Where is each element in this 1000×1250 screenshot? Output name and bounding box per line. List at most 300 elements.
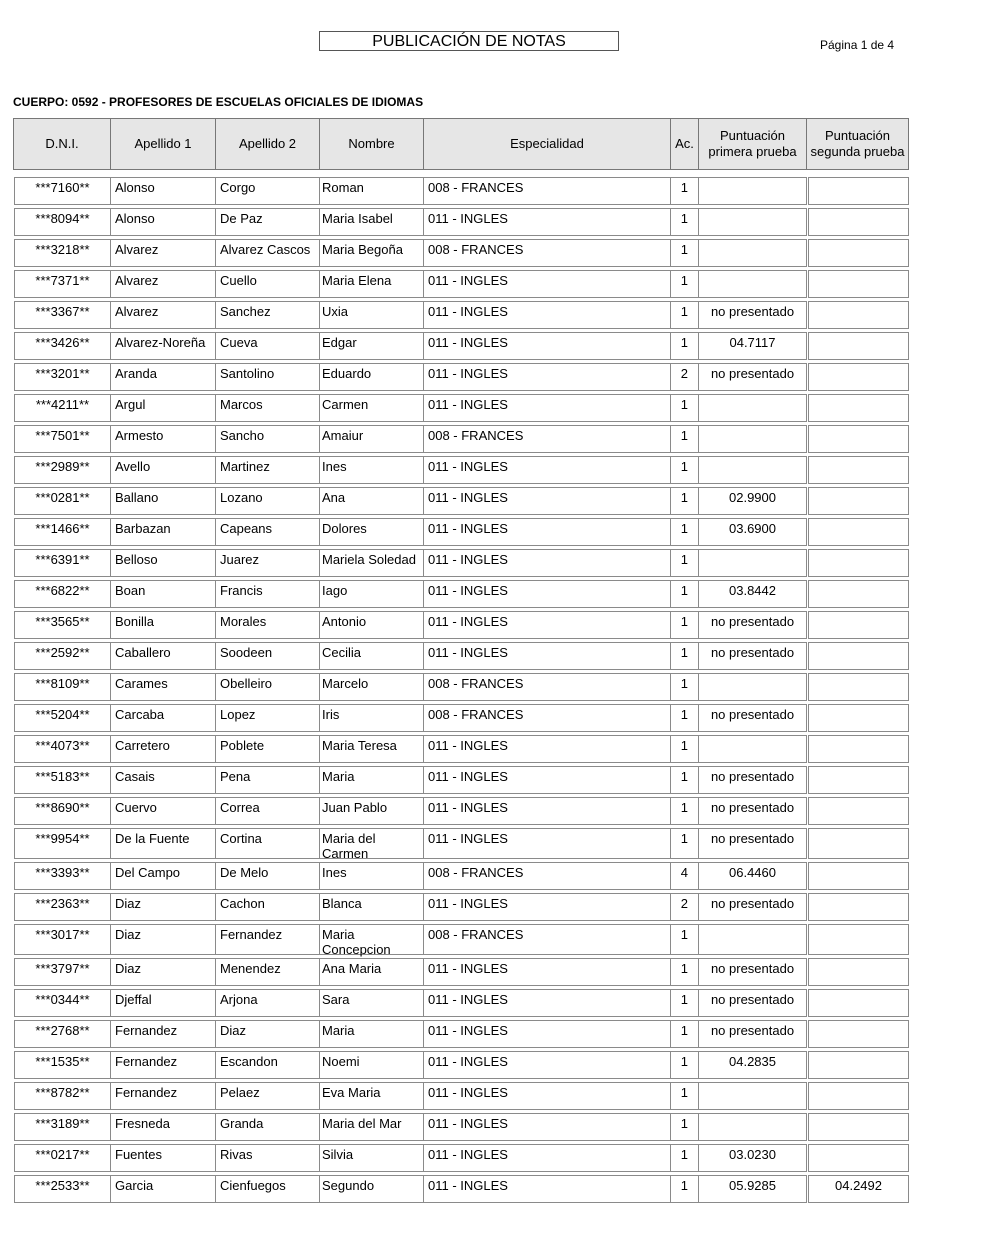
puntuacion1-cell: no presentado [698,989,807,1017]
dni-cell: ***2989** [14,456,110,484]
ac-cell: 1 [670,301,698,329]
especialidad-cell: 008 - FRANCES [423,425,670,453]
apellido2-cell: De Melo [215,862,319,890]
puntuacion1-cell: 03.8442 [698,580,807,608]
especialidad-cell: 011 - INGLES [423,797,670,825]
especialidad-cell: 011 - INGLES [423,1082,670,1110]
nombre-cell: Marcelo [319,673,423,701]
puntuacion2-cell [808,177,909,205]
apellido1-cell: Casais [110,766,215,794]
especialidad-cell: 011 - INGLES [423,1113,670,1141]
especialidad-cell: 011 - INGLES [423,549,670,577]
puntuacion1-cell: no presentado [698,1020,807,1048]
especialidad-cell: 011 - INGLES [423,1144,670,1172]
dni-cell: ***7371** [14,270,110,298]
table-row [14,487,909,515]
table-row [14,1113,909,1141]
puntuacion2-cell [808,363,909,391]
dni-cell: ***3017** [14,924,110,955]
puntuacion1-cell: no presentado [698,704,807,732]
puntuacion1-cell: 02.9900 [698,487,807,515]
col-header-especialidad: Especialidad [424,119,671,169]
puntuacion2-cell [808,456,909,484]
apellido2-cell: Cueva [215,332,319,360]
dni-cell: ***3189** [14,1113,110,1141]
nombre-cell: Maria Teresa [319,735,423,763]
dni-cell: ***3426** [14,332,110,360]
especialidad-cell: 008 - FRANCES [423,177,670,205]
puntuacion2-cell [808,549,909,577]
especialidad-cell: 011 - INGLES [423,363,670,391]
apellido1-cell: Alonso [110,208,215,236]
puntuacion1-cell: no presentado [698,797,807,825]
nombre-cell: Maria Elena [319,270,423,298]
table-row [14,580,909,608]
puntuacion2-cell [808,1144,909,1172]
especialidad-cell: 011 - INGLES [423,487,670,515]
dni-cell: ***8782** [14,1082,110,1110]
apellido2-cell: Cortina [215,828,319,859]
dni-cell: ***7501** [14,425,110,453]
ac-cell: 1 [670,1082,698,1110]
table-row [14,611,909,639]
puntuacion2-cell [808,766,909,794]
ac-cell: 1 [670,735,698,763]
col-header-nombre: Nombre [320,119,424,169]
puntuacion1-cell: no presentado [698,642,807,670]
table-row [14,893,909,921]
especialidad-cell: 011 - INGLES [423,642,670,670]
ac-cell: 1 [670,1113,698,1141]
table-row [14,1175,909,1203]
ac-cell: 1 [670,549,698,577]
nombre-cell: Iago [319,580,423,608]
table-row [14,958,909,986]
apellido2-cell: Granda [215,1113,319,1141]
puntuacion2-cell: 04.2492 [808,1175,909,1203]
puntuacion1-cell [698,270,807,298]
puntuacion1-cell [698,177,807,205]
apellido1-cell: Caballero [110,642,215,670]
puntuacion1-cell: no presentado [698,611,807,639]
dni-cell: ***5204** [14,704,110,732]
apellido1-cell: Belloso [110,549,215,577]
table-row [14,1020,909,1048]
apellido1-cell: Bonilla [110,611,215,639]
table-row [14,1051,909,1079]
table-row [14,673,909,701]
ac-cell: 1 [670,1175,698,1203]
puntuacion2-cell [808,924,909,955]
col-header-p1: Puntuación primera prueba [699,119,807,169]
puntuacion2-cell [808,301,909,329]
ac-cell: 1 [670,958,698,986]
table-row [14,518,909,546]
nombre-cell: Cecilia [319,642,423,670]
puntuacion2-cell [808,208,909,236]
puntuacion1-cell: no presentado [698,828,807,859]
apellido1-cell: Alvarez [110,239,215,267]
puntuacion1-cell [698,549,807,577]
dni-cell: ***3797** [14,958,110,986]
apellido2-cell: Diaz [215,1020,319,1048]
especialidad-cell: 011 - INGLES [423,394,670,422]
table-row [14,270,909,298]
ac-cell: 1 [670,989,698,1017]
nombre-cell: Eva Maria [319,1082,423,1110]
dni-cell: ***8690** [14,797,110,825]
ac-cell: 1 [670,797,698,825]
col-header-dni: D.N.I. [14,119,111,169]
apellido2-cell: Marcos [215,394,319,422]
apellido1-cell: Aranda [110,363,215,391]
puntuacion1-cell: no presentado [698,363,807,391]
puntuacion1-cell [698,1082,807,1110]
especialidad-cell: 011 - INGLES [423,735,670,763]
apellido2-cell: Alvarez Cascos [215,239,319,267]
puntuacion2-cell [808,270,909,298]
puntuacion2-cell [808,394,909,422]
puntuacion2-cell [808,735,909,763]
especialidad-cell: 011 - INGLES [423,301,670,329]
dni-cell: ***2768** [14,1020,110,1048]
apellido2-cell: Lopez [215,704,319,732]
dni-cell: ***1535** [14,1051,110,1079]
ac-cell: 1 [670,177,698,205]
table-row [14,456,909,484]
puntuacion1-cell [698,425,807,453]
apellido1-cell: De la Fuente [110,828,215,859]
nombre-cell: Ines [319,456,423,484]
apellido1-cell: Fuentes [110,1144,215,1172]
puntuacion1-cell [698,673,807,701]
dni-cell: ***7160** [14,177,110,205]
dni-cell: ***3393** [14,862,110,890]
apellido2-cell: Corgo [215,177,319,205]
page-number: Página 1 de 4 [820,38,895,52]
nombre-cell: Eduardo [319,363,423,391]
puntuacion1-cell: no presentado [698,893,807,921]
dni-cell: ***9954** [14,828,110,859]
puntuacion1-cell [698,239,807,267]
ac-cell: 1 [670,828,698,859]
dni-cell: ***2592** [14,642,110,670]
apellido1-cell: Alonso [110,177,215,205]
puntuacion1-cell [698,456,807,484]
nombre-cell: Maria [319,1020,423,1048]
puntuacion2-cell [808,989,909,1017]
apellido2-cell: De Paz [215,208,319,236]
table-row [14,1082,909,1110]
ac-cell: 1 [670,1020,698,1048]
nombre-cell: Uxia [319,301,423,329]
table-row [14,766,909,794]
ac-cell: 2 [670,363,698,391]
dni-cell: ***3367** [14,301,110,329]
puntuacion1-cell [698,394,807,422]
dni-cell: ***1466** [14,518,110,546]
nombre-cell: Ana Maria [319,958,423,986]
table-row [14,642,909,670]
apellido2-cell: Francis [215,580,319,608]
ac-cell: 2 [670,893,698,921]
table-row [14,363,909,391]
apellido2-cell: Martinez [215,456,319,484]
ac-cell: 1 [670,487,698,515]
puntuacion2-cell [808,611,909,639]
dni-cell: ***8094** [14,208,110,236]
puntuacion2-cell [808,642,909,670]
apellido2-cell: Soodeen [215,642,319,670]
table-row [14,549,909,577]
ac-cell: 1 [670,704,698,732]
nombre-cell: Blanca [319,893,423,921]
puntuacion2-cell [808,828,909,859]
table-row [14,797,909,825]
puntuacion2-cell [808,1051,909,1079]
especialidad-cell: 011 - INGLES [423,580,670,608]
apellido2-cell: Poblete [215,735,319,763]
nombre-cell: Juan Pablo [319,797,423,825]
especialidad-cell: 008 - FRANCES [423,924,670,955]
page-title: PUBLICACIÓN DE NOTAS [319,31,619,51]
apellido1-cell: Boan [110,580,215,608]
apellido2-cell: Obelleiro [215,673,319,701]
apellido2-cell: Cuello [215,270,319,298]
especialidad-cell: 011 - INGLES [423,958,670,986]
ac-cell: 1 [670,332,698,360]
apellido2-cell: Juarez [215,549,319,577]
apellido2-cell: Sancho [215,425,319,453]
especialidad-cell: 008 - FRANCES [423,704,670,732]
puntuacion1-cell [698,208,807,236]
apellido1-cell: Carretero [110,735,215,763]
ac-cell: 1 [670,270,698,298]
ac-cell: 1 [670,456,698,484]
apellido1-cell: Diaz [110,924,215,955]
especialidad-cell: 008 - FRANCES [423,239,670,267]
apellido1-cell: Alvarez [110,270,215,298]
apellido1-cell: Garcia [110,1175,215,1203]
cuerpo-heading: CUERPO: 0592 - PROFESORES DE ESCUELAS OFICIALES DE IDIOMAS [13,95,424,109]
puntuacion2-cell [808,1113,909,1141]
nombre-cell: Iris [319,704,423,732]
especialidad-cell: 011 - INGLES [423,893,670,921]
col-header-apellido2: Apellido 2 [216,119,320,169]
puntuacion1-cell: 05.9285 [698,1175,807,1203]
apellido2-cell: Cachon [215,893,319,921]
nombre-cell: Silvia [319,1144,423,1172]
apellido1-cell: Cuervo [110,797,215,825]
puntuacion2-cell [808,518,909,546]
nombre-cell: Segundo [319,1175,423,1203]
nombre-cell: Maria Concepcion [319,924,423,955]
table-row [14,332,909,360]
apellido1-cell: Barbazan [110,518,215,546]
puntuacion2-cell [808,332,909,360]
apellido1-cell: Djeffal [110,989,215,1017]
puntuacion1-cell [698,735,807,763]
apellido1-cell: Diaz [110,958,215,986]
especialidad-cell: 011 - INGLES [423,208,670,236]
especialidad-cell: 011 - INGLES [423,1175,670,1203]
puntuacion1-cell: 04.7117 [698,332,807,360]
nombre-cell: Carmen [319,394,423,422]
especialidad-cell: 011 - INGLES [423,332,670,360]
puntuacion1-cell [698,924,807,955]
apellido1-cell: Del Campo [110,862,215,890]
ac-cell: 1 [670,1051,698,1079]
apellido1-cell: Ballano [110,487,215,515]
nombre-cell: Maria del Mar [319,1113,423,1141]
table-row [14,177,909,205]
nombre-cell: Antonio [319,611,423,639]
apellido2-cell: Pelaez [215,1082,319,1110]
especialidad-cell: 011 - INGLES [423,456,670,484]
especialidad-cell: 008 - FRANCES [423,673,670,701]
ac-cell: 1 [670,642,698,670]
ac-cell: 1 [670,580,698,608]
apellido2-cell: Sanchez [215,301,319,329]
dni-cell: ***6822** [14,580,110,608]
apellido1-cell: Fresneda [110,1113,215,1141]
apellido2-cell: Fernandez [215,924,319,955]
puntuacion1-cell: 03.0230 [698,1144,807,1172]
puntuacion2-cell [808,580,909,608]
ac-cell: 1 [670,518,698,546]
apellido1-cell: Carcaba [110,704,215,732]
apellido1-cell: Fernandez [110,1051,215,1079]
especialidad-cell: 011 - INGLES [423,611,670,639]
apellido2-cell: Morales [215,611,319,639]
table-row [14,735,909,763]
apellido2-cell: Arjona [215,989,319,1017]
apellido1-cell: Alvarez-Noreña [110,332,215,360]
puntuacion1-cell [698,1113,807,1141]
puntuacion2-cell [808,704,909,732]
nombre-cell: Amaiur [319,425,423,453]
puntuacion2-cell [808,239,909,267]
dni-cell: ***0217** [14,1144,110,1172]
ac-cell: 1 [670,766,698,794]
col-header-p2: Puntuación segunda prueba [810,128,905,159]
apellido1-cell: Diaz [110,893,215,921]
dni-cell: ***0281** [14,487,110,515]
apellido2-cell: Santolino [215,363,319,391]
puntuacion1-cell: no presentado [698,958,807,986]
ac-cell: 1 [670,239,698,267]
apellido1-cell: Armesto [110,425,215,453]
table-row [14,239,909,267]
apellido2-cell: Cienfuegos [215,1175,319,1203]
ac-cell: 1 [670,924,698,955]
puntuacion1-cell: no presentado [698,301,807,329]
especialidad-cell: 011 - INGLES [423,766,670,794]
table-row [14,208,909,236]
puntuacion2-cell [808,1020,909,1048]
dni-cell: ***0344** [14,989,110,1017]
apellido2-cell: Capeans [215,518,319,546]
especialidad-cell: 008 - FRANCES [423,862,670,890]
table-row [14,394,909,422]
table-row [14,924,909,955]
ac-cell: 1 [670,611,698,639]
puntuacion1-cell: 03.6900 [698,518,807,546]
table-row [14,301,909,329]
dni-cell: ***3201** [14,363,110,391]
apellido2-cell: Lozano [215,487,319,515]
puntuacion2-cell [808,487,909,515]
puntuacion2-cell [808,797,909,825]
col-header-ac: Ac. [671,119,699,169]
nombre-cell: Maria [319,766,423,794]
ac-cell: 1 [670,673,698,701]
especialidad-cell: 011 - INGLES [423,1020,670,1048]
nombre-cell: Mariela Soledad [319,549,423,577]
dni-cell: ***3218** [14,239,110,267]
apellido2-cell: Rivas [215,1144,319,1172]
puntuacion2-cell [808,862,909,890]
dni-cell: ***3565** [14,611,110,639]
ac-cell: 4 [670,862,698,890]
apellido1-cell: Avello [110,456,215,484]
puntuacion1-cell: no presentado [698,766,807,794]
apellido2-cell: Correa [215,797,319,825]
table-row [14,425,909,453]
ac-cell: 1 [670,1144,698,1172]
dni-cell: ***8109** [14,673,110,701]
apellido2-cell: Escandon [215,1051,319,1079]
especialidad-cell: 011 - INGLES [423,989,670,1017]
apellido2-cell: Pena [215,766,319,794]
puntuacion1-cell: 04.2835 [698,1051,807,1079]
dni-cell: ***6391** [14,549,110,577]
nombre-cell: Maria del Carmen [319,828,423,859]
dni-cell: ***2363** [14,893,110,921]
puntuacion2-cell [808,893,909,921]
table-row [14,828,909,859]
especialidad-cell: 011 - INGLES [423,518,670,546]
apellido2-cell: Menendez [215,958,319,986]
table-row [14,862,909,890]
especialidad-cell: 011 - INGLES [423,828,670,859]
nombre-cell: Maria Isabel [319,208,423,236]
especialidad-cell: 011 - INGLES [423,1051,670,1079]
dni-cell: ***4073** [14,735,110,763]
nombre-cell: Noemi [319,1051,423,1079]
especialidad-cell: 011 - INGLES [423,270,670,298]
table-row [14,704,909,732]
nombre-cell: Dolores [319,518,423,546]
apellido1-cell: Alvarez [110,301,215,329]
ac-cell: 1 [670,394,698,422]
ac-cell: 1 [670,425,698,453]
ac-cell: 1 [670,208,698,236]
puntuacion2-cell [808,673,909,701]
dni-cell: ***2533** [14,1175,110,1203]
table-row [14,1144,909,1172]
nombre-cell: Roman [319,177,423,205]
col-header-apellido1: Apellido 1 [111,119,216,169]
table-row [14,989,909,1017]
puntuacion2-cell [808,425,909,453]
apellido1-cell: Carames [110,673,215,701]
apellido1-cell: Fernandez [110,1082,215,1110]
nombre-cell: Ana [319,487,423,515]
puntuacion2-cell [808,1082,909,1110]
puntuacion1-cell: 06.4460 [698,862,807,890]
dni-cell: ***5183** [14,766,110,794]
